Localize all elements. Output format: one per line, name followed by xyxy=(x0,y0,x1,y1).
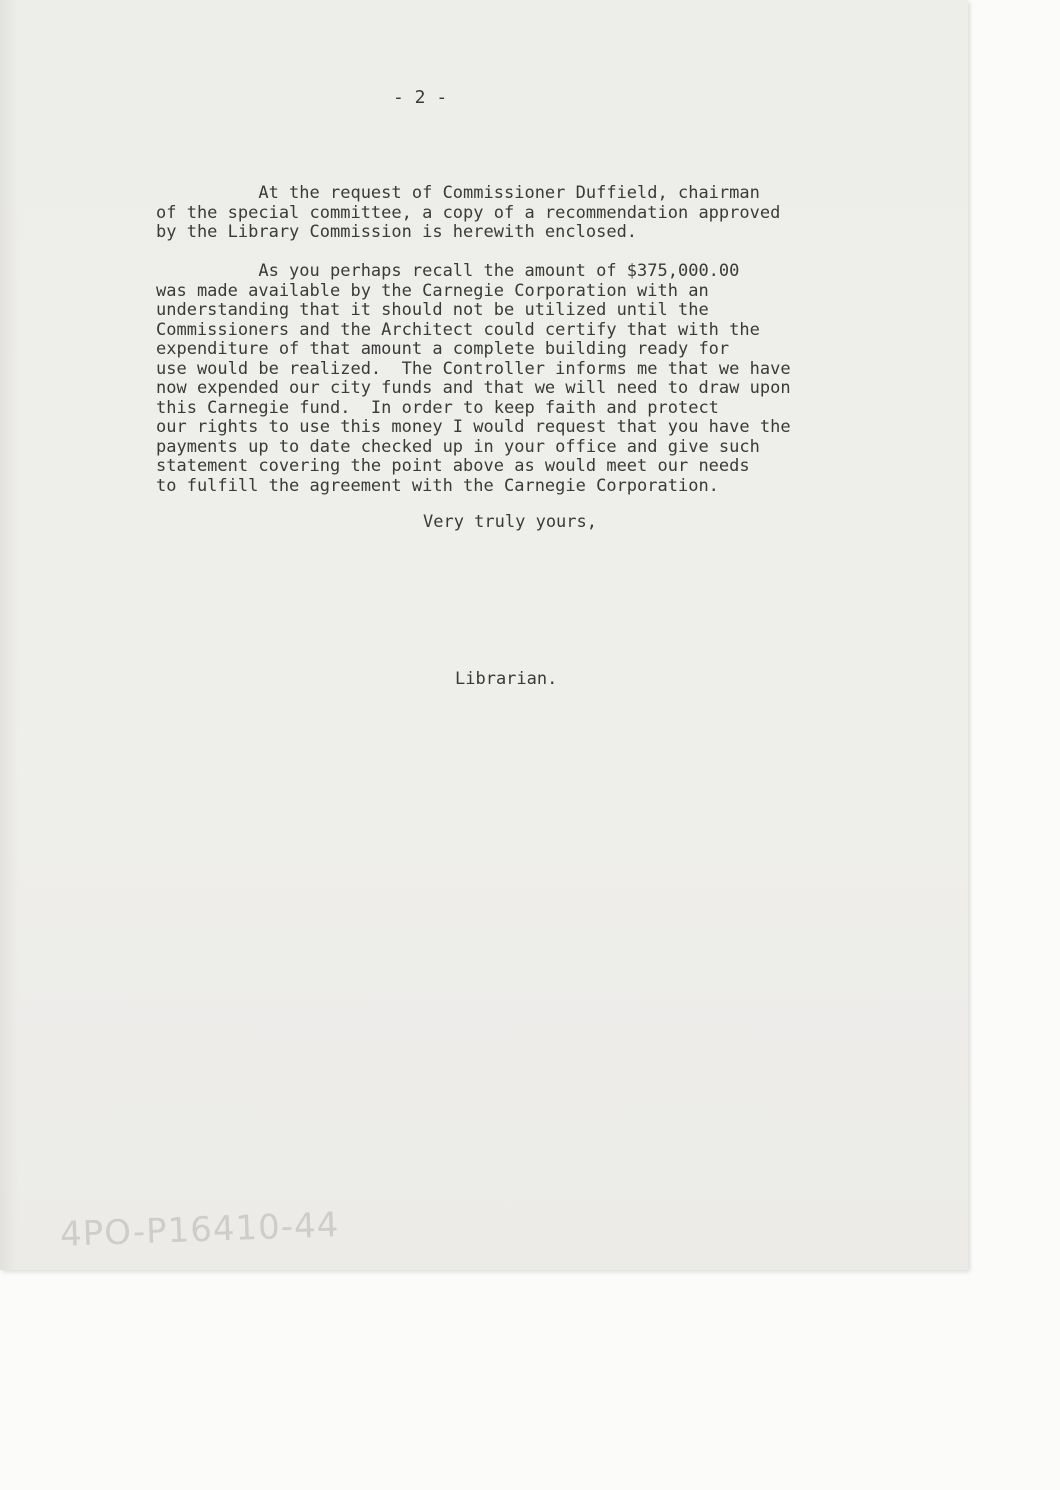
page-number: - 2 - xyxy=(393,87,448,108)
sheet-edge-shadow xyxy=(0,0,18,1270)
paragraph-carnegie-fund: As you perhaps recall the amount of $375,000.00 was made available by the Carnegie Corporation with an understanding that it should not be utilized until the Commissioners and the Architect could certify that with the expenditure of that amount a complete building ready for use would be realized. The Controller informs me that we have now expended our city funds and that we will need to draw upon this Carnegie fund. In order to keep faith and protect our rights to use this money I would request that you have the payments up to date checked up in your office and give such statement covering the point above as would meet our needs to fulfill the agreement with the Carnegie Corporation. xyxy=(156,261,791,496)
pencil-annotation: 4PO-P16410-44 xyxy=(59,1205,340,1255)
closing-salutation: Very truly yours, xyxy=(423,512,597,532)
signature-title: Librarian. xyxy=(455,669,558,689)
paragraph-enclosure: At the request of Commissioner Duffield, chairman of the special committee, a copy of a recommendation approved by the Library Commission is herewith enclosed. xyxy=(156,183,781,242)
